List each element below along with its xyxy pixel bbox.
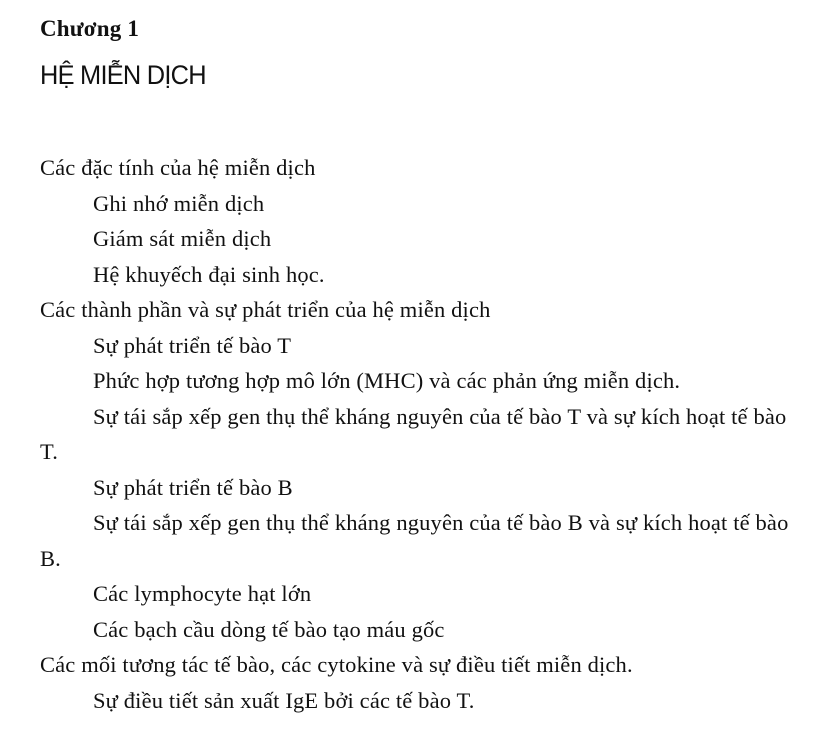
chapter-title: HỆ MIỄN DỊCH [40, 60, 206, 90]
toc-item: Sự tái sắp xếp gen thụ thể kháng nguyên của tế bào T và sự kích hoạt tế bào T. [40, 403, 787, 464]
toc-item: Các lymphocyte hạt lớn [93, 581, 312, 606]
toc-item: Giám sát miễn dịch [93, 226, 272, 251]
toc-item: Hệ khuyếch đại sinh học. [93, 261, 325, 287]
chapter-label: Chương 1 [40, 16, 140, 41]
toc-item: Các bạch cầu dòng tế bào tạo máu gốc [93, 616, 445, 642]
table-of-contents [40, 150, 810, 718]
toc-section-heading: Các mối tương tác tế bào, các cytokine và sự điều tiết miễn dịch. [40, 652, 633, 677]
toc-item: Sự phát triển tế bào B [93, 474, 293, 500]
toc-item: Sự điều tiết sản xuất IgE bởi các tế bào T. [93, 687, 475, 713]
toc-section-heading: Các thành phần và sự phát triển của hệ miễn dịch [40, 297, 491, 322]
toc-item: Phức hợp tương hợp mô lớn (MHC) và các phản ứng miễn dịch. [93, 368, 681, 393]
toc-section-heading: Các đặc tính của hệ miễn dịch [40, 155, 316, 180]
toc-item: Sự tái sắp xếp gen thụ thể kháng nguyên của tế bào B và sự kích hoạt tế bào B. [40, 510, 789, 571]
toc-item: Ghi nhớ miễn dịch [93, 190, 265, 216]
toc-item: Sự phát triển tế bào T [93, 332, 292, 358]
